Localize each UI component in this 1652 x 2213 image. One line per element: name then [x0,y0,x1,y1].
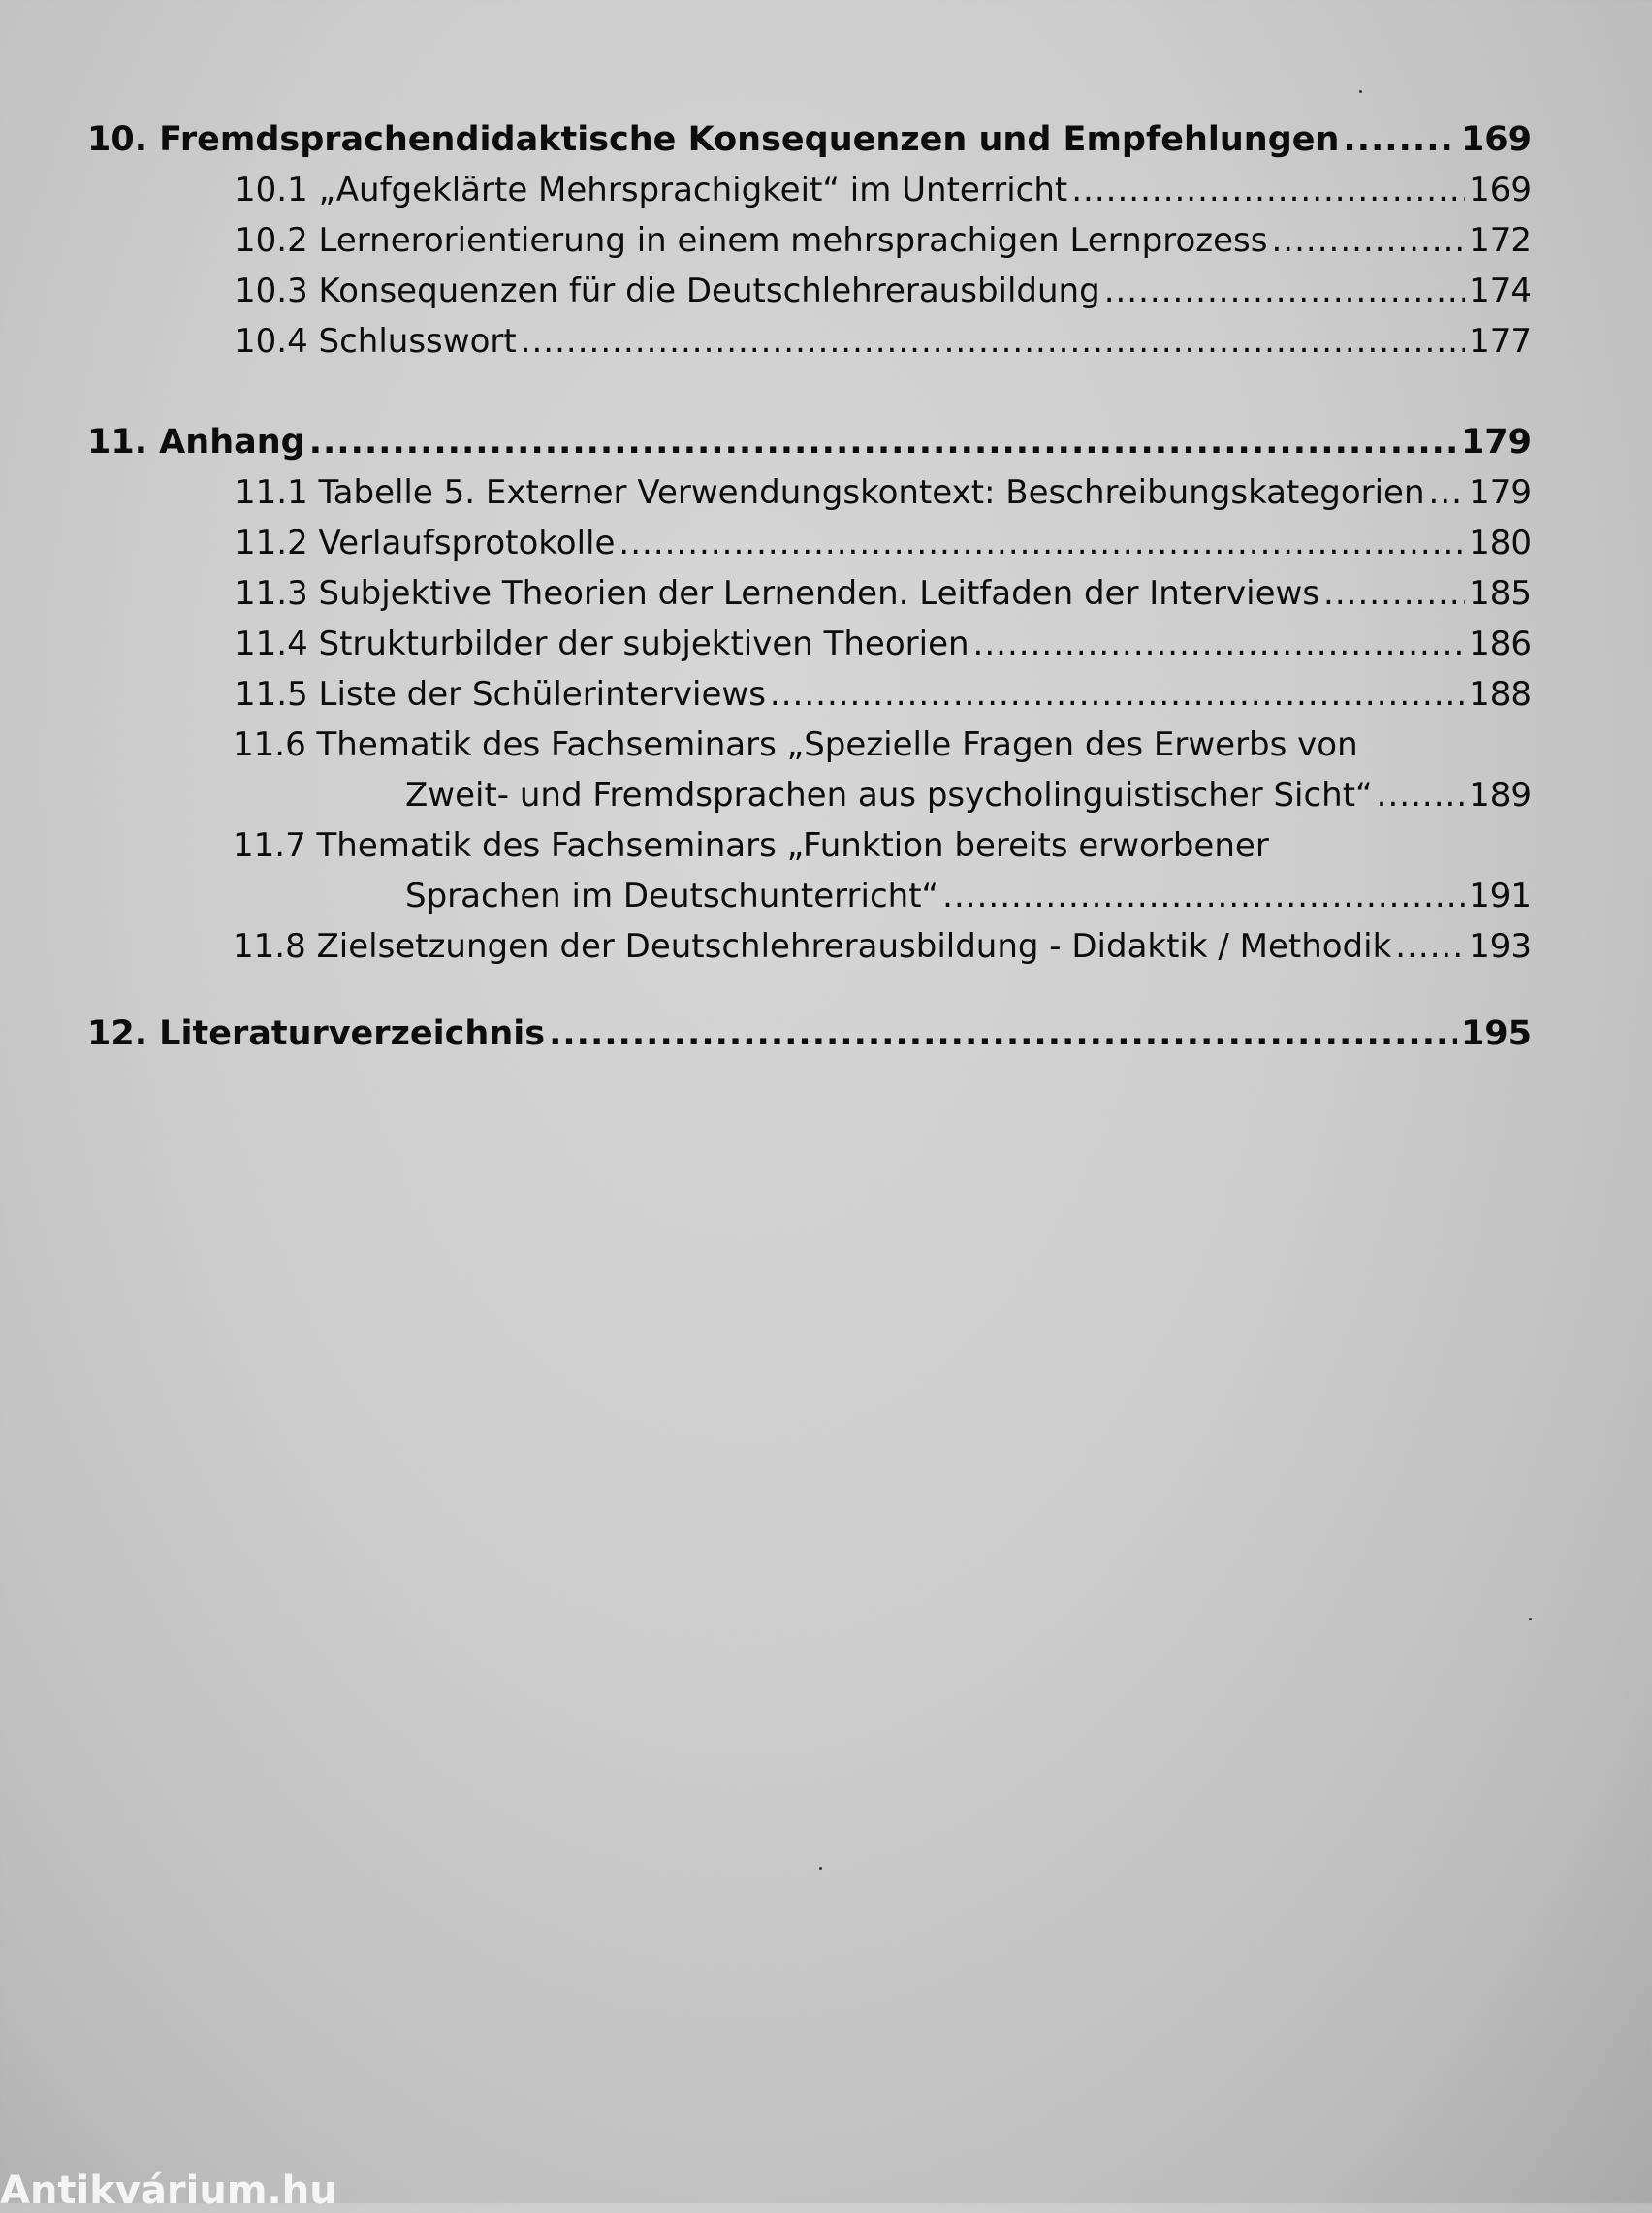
watermark: Antikvárium.hu [0,2168,337,2213]
dot-leader [1104,266,1465,316]
toc-item-11-2[interactable] [87,518,1532,568]
toc-page-number: 180 [1469,524,1532,562]
toc-item-title: 10.1 „Aufgeklärte Mehrsprachigkeit“ im Unterricht [235,171,1068,209]
paper-speck [1359,90,1362,93]
dot-leader [1323,568,1465,619]
section-gap [87,367,1532,417]
toc-item-title: 11.3 Subjektive Theorien der Lernenden. Leitfaden der Interviews [235,574,1320,613]
toc-item-title-continued: Zweit- und Fremdsprachen aus psycholinguistischer Sicht“ [405,776,1373,815]
dot-leader [619,518,1465,568]
toc-item-10-4[interactable] [87,316,1532,367]
toc-item-title: 11.8 Zielsetzungen der Deutschlehrerausbildung - Didaktik / Methodik [233,927,1392,966]
toc-chapter-11[interactable] [87,417,1532,467]
section-gap [87,972,1532,1009]
toc-page-number: 179 [1469,473,1532,512]
toc-page-number: 195 [1460,1014,1532,1053]
table-of-contents [87,114,1532,1059]
toc-item-11-5[interactable] [87,669,1532,720]
toc-item-11-6-line-2[interactable] [87,770,1532,820]
dot-leader [1395,921,1465,972]
dot-leader [1429,467,1466,518]
toc-chapter-10[interactable] [87,114,1532,165]
toc-page-number: 186 [1469,625,1532,663]
toc-page-number: 179 [1460,423,1532,462]
dot-leader [1272,215,1466,266]
toc-item-11-8[interactable] [87,921,1532,972]
toc-page-number: 169 [1460,120,1532,159]
toc-chapter-title: 12. Literaturverzeichnis [87,1014,546,1053]
toc-item-11-3[interactable] [87,568,1532,619]
toc-item-title: 11.7 Thematik des Fachseminars „Funktion bereits erworbener [233,826,1269,865]
dot-leader [1071,165,1465,215]
dot-leader [1377,770,1465,820]
toc-item-11-6-line-1[interactable] [87,720,1532,770]
dot-leader [942,871,1465,921]
toc-item-title: 11.5 Liste der Schülerinterviews [235,675,766,714]
toc-item-title: 10.2 Lernerorientierung in einem mehrsprachigen Lernprozess [235,221,1268,260]
dot-leader [973,619,1466,669]
toc-page-number: 177 [1469,322,1532,361]
toc-page-number: 172 [1469,221,1532,260]
toc-page-number: 189 [1469,776,1532,815]
dot-leader [549,1009,1457,1059]
toc-item-10-2[interactable] [87,215,1532,266]
toc-chapter-title: 10. Fremdsprachendidaktische Konsequenzen und Empfehlungen [87,120,1340,159]
toc-item-11-7-line-2[interactable] [87,871,1532,921]
toc-item-10-3[interactable] [87,266,1532,316]
dot-leader [770,669,1465,720]
toc-page-number: 185 [1469,574,1532,613]
toc-page-number: 193 [1469,927,1532,966]
dot-leader [521,316,1465,367]
dot-leader [1343,114,1457,165]
toc-item-title: 11.1 Tabelle 5. Externer Verwendungskontext: Beschreibungskategorien [235,473,1425,512]
toc-item-title: 10.3 Konsequenzen für die Deutschlehrerausbildung [235,272,1100,310]
toc-item-title-continued: Sprachen im Deutschunterricht“ [405,877,939,915]
toc-page-number: 174 [1469,272,1532,310]
dot-leader [309,417,1457,467]
toc-item-title: 11.4 Strukturbilder der subjektiven Theorien [235,625,969,663]
toc-item-title: 11.6 Thematik des Fachseminars „Spezielle Fragen des Erwerbs von [233,725,1358,764]
toc-page-number: 169 [1469,171,1532,209]
toc-item-title: 10.4 Schlusswort [235,322,517,361]
toc-page-number: 191 [1469,877,1532,915]
toc-page-number: 188 [1469,675,1532,714]
toc-chapter-12[interactable] [87,1009,1532,1059]
toc-item-11-4[interactable] [87,619,1532,669]
toc-chapter-title: 11. Anhang [87,423,305,462]
paper-speck [1529,1618,1532,1620]
toc-item-11-1[interactable] [87,467,1532,518]
toc-item-11-7-line-1[interactable] [87,820,1532,871]
toc-item-title: 11.2 Verlaufsprotokolle [235,524,616,562]
paper-speck [819,1867,822,1870]
toc-item-10-1[interactable] [87,165,1532,215]
